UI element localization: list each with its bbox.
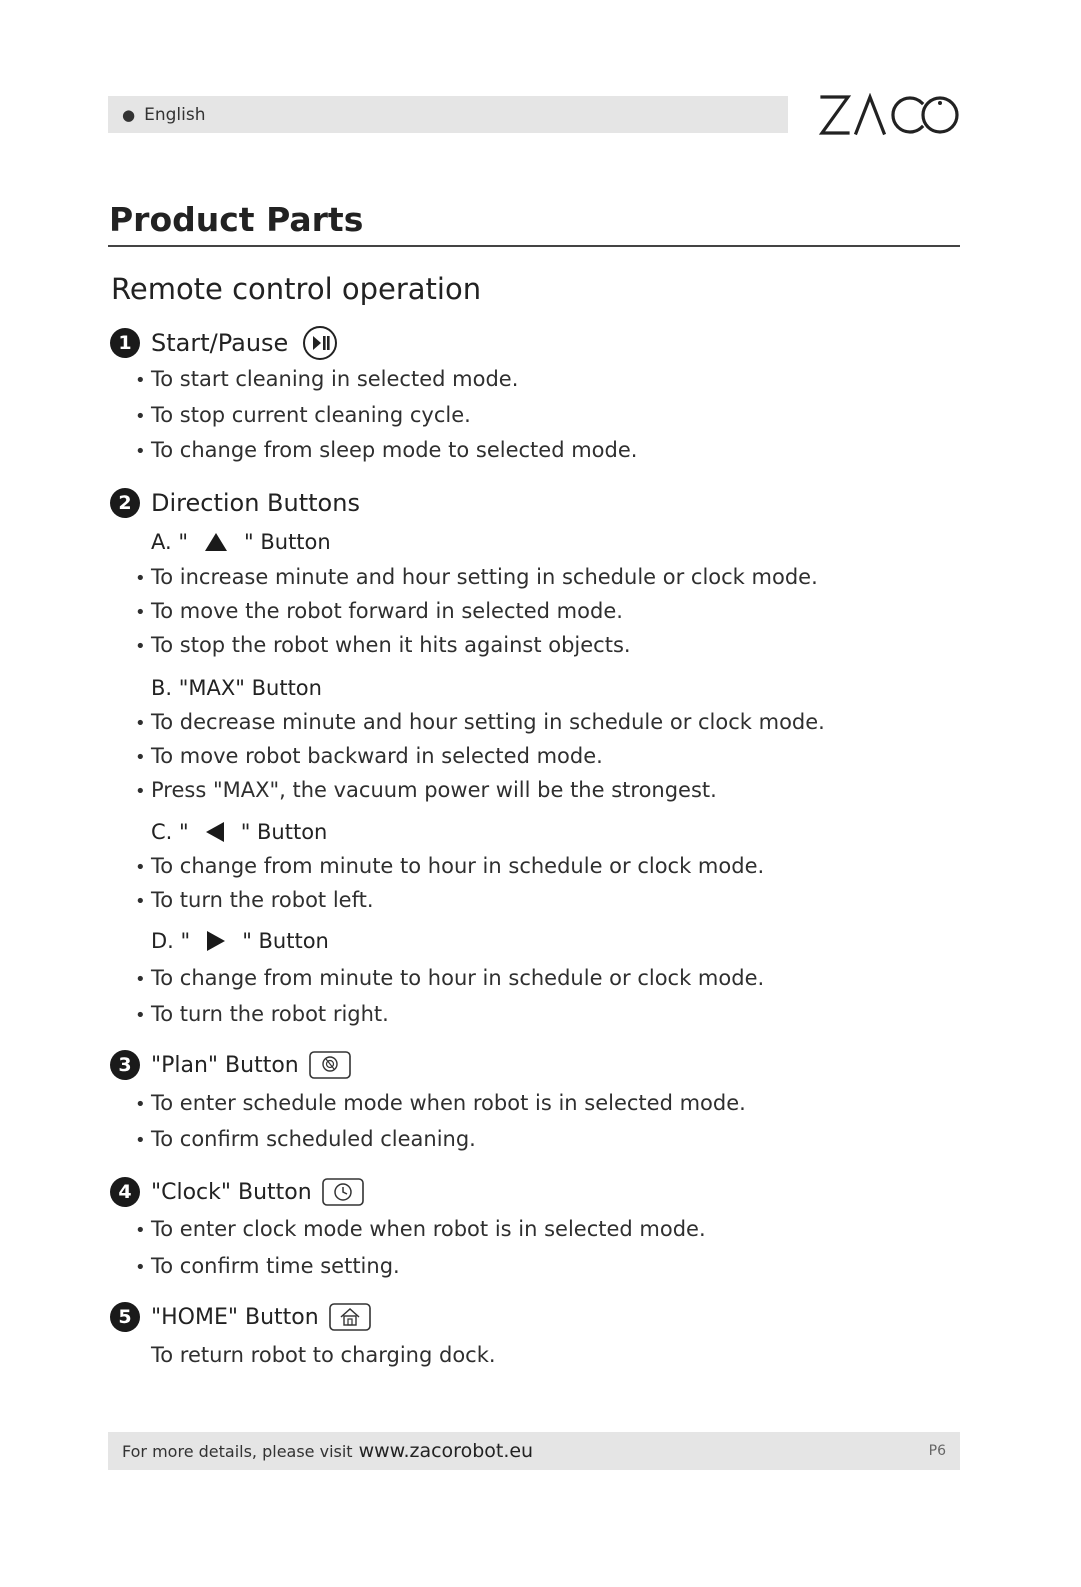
section-subtitle: Remote control operation xyxy=(111,272,482,306)
list-item: • To move robot backward in selected mode. xyxy=(135,744,603,768)
list-item: • To enter clock mode when robot is in selected mode. xyxy=(135,1217,706,1241)
plan-icon xyxy=(309,1051,351,1079)
number-badge: 3 xyxy=(110,1050,140,1080)
clock-button-heading xyxy=(110,1177,364,1207)
number-badge: 4 xyxy=(110,1177,140,1207)
list-item: • Press "MAX", the vacuum power will be the strongest. xyxy=(135,778,717,802)
list-item: • To stop current cleaning cycle. xyxy=(135,403,471,427)
button-a-heading: A. " " Button xyxy=(151,530,331,554)
triangle-left-icon xyxy=(205,821,225,843)
list-item: • To stop the robot when it hits against objects. xyxy=(135,633,631,657)
number-badge: 2 xyxy=(110,488,140,518)
bullet-dot: ● xyxy=(122,105,136,124)
list-item: • To confirm time setting. xyxy=(135,1254,400,1278)
home-button-heading xyxy=(110,1302,371,1332)
button-b-heading: B. "MAX" Button xyxy=(151,676,322,700)
button-d-heading: D. " " Button xyxy=(151,929,329,953)
language-bar xyxy=(108,96,788,133)
list-item: • To change from sleep mode to selected mode. xyxy=(135,438,638,462)
zaco-logo xyxy=(818,88,960,142)
number-badge: 5 xyxy=(110,1302,140,1332)
start-pause-title: Start/Pause xyxy=(151,329,289,357)
direction-buttons-heading xyxy=(110,488,360,518)
page-number: P6 xyxy=(928,1443,946,1459)
list-item: • To decrease minute and hour setting in schedule or clock mode. xyxy=(135,710,825,734)
footer-bar xyxy=(108,1432,960,1470)
home-icon xyxy=(329,1303,371,1331)
number-badge: 1 xyxy=(110,328,140,358)
triangle-right-icon xyxy=(206,930,226,952)
zaco-logo-mark xyxy=(818,93,960,137)
list-item: • To increase minute and hour setting in schedule or clock mode. xyxy=(135,565,818,589)
list-item: • To change from minute to hour in schedule or clock mode. xyxy=(135,854,765,878)
footer-text: For more details, please visit xyxy=(122,1441,353,1461)
page-title: Product Parts xyxy=(109,200,364,239)
list-item: • To enter schedule mode when robot is in selected mode. xyxy=(135,1091,746,1115)
website-link[interactable]: www.zacorobot.eu xyxy=(358,1440,534,1462)
list-item: • To move the robot forward in selected mode. xyxy=(135,599,623,623)
list-item: • To start cleaning in selected mode. xyxy=(135,367,519,391)
triangle-up-icon xyxy=(204,532,228,552)
button-c-heading: C. " " Button xyxy=(151,820,328,844)
direction-buttons-title: Direction Buttons xyxy=(151,489,360,517)
plan-button-title: "Plan" Button xyxy=(151,1052,299,1078)
home-description: To return robot to charging dock. xyxy=(151,1343,496,1367)
language-label: English xyxy=(144,104,206,125)
list-item: • To turn the robot right. xyxy=(135,1002,389,1026)
list-item: • To change from minute to hour in schedule or clock mode. xyxy=(135,966,765,990)
start-pause-heading xyxy=(110,325,338,361)
clock-icon xyxy=(322,1178,364,1206)
list-item: • To confirm scheduled cleaning. xyxy=(135,1127,476,1151)
play-pause-icon xyxy=(302,325,338,361)
list-item: • To turn the robot left. xyxy=(135,888,374,912)
home-button-title: "HOME" Button xyxy=(151,1304,319,1330)
clock-button-title: "Clock" Button xyxy=(151,1179,312,1205)
plan-button-heading xyxy=(110,1050,351,1080)
title-divider xyxy=(108,245,960,247)
